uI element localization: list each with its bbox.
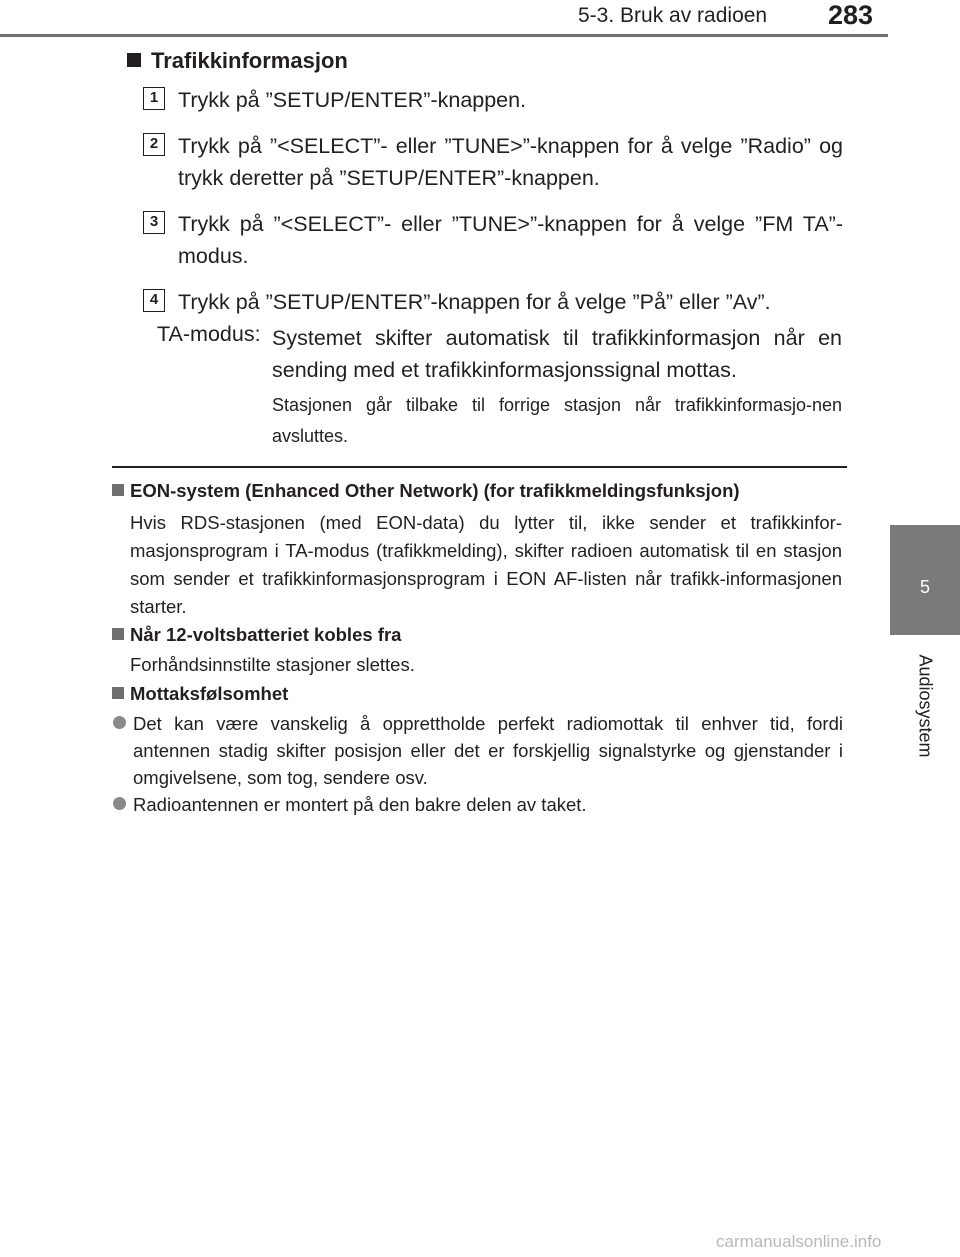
battery-heading — [112, 624, 401, 646]
ta-mode-term: TA-modus: — [157, 322, 261, 346]
battery-text: Forhåndsinnstilte stasjoner slettes. — [130, 654, 415, 675]
list-item-text: Radioantennen er montert på den bakre delen av taket. — [133, 794, 587, 815]
step-number: 1 — [143, 87, 165, 110]
section-heading-text: Trafikkinformasjon — [151, 48, 348, 73]
square-bullet-icon — [112, 628, 124, 640]
eon-heading-text: EON-system (Enhanced Other Network) (for trafikkmeldingsfunksjon) — [130, 480, 740, 501]
step-text: Trykk på ”<SELECT”- eller ”TUNE>”-knappen for å velge ”FM TA”-modus. — [178, 212, 843, 268]
square-bullet-icon — [112, 484, 124, 496]
square-bullet-icon — [127, 53, 141, 67]
eon-heading — [112, 480, 740, 502]
step-4 — [143, 286, 843, 318]
list-item — [113, 791, 843, 818]
list-item — [113, 710, 843, 791]
section-divider — [112, 466, 847, 468]
step-text: Trykk på ”SETUP/ENTER”-knappen. — [178, 88, 527, 112]
chapter-label: Audiosystem — [915, 654, 936, 758]
step-1 — [143, 84, 843, 116]
section-heading — [127, 48, 348, 74]
page-number: 283 — [828, 0, 874, 30]
chapter-number: 5 — [919, 577, 930, 597]
section-title: 5-3. Bruk av radioen — [578, 4, 768, 27]
square-bullet-icon — [112, 687, 124, 699]
step-number: 2 — [143, 133, 165, 156]
eon-text: Hvis RDS-stasjonen (med EON-data) du lytter til, ikke sender et trafikkinfor-masjonsprogram i TA-modus (trafikkmelding), skifter radioen automatisk til en stasjon som sender et trafikkinformasjonsprogram i EON AF-listen når trafikk-informasjonen starter. — [130, 512, 842, 617]
ta-mode-description: Systemet skifter automatisk til trafikkinformasjon når en sending med et trafikkinformasjonssignal mottas. — [272, 326, 842, 382]
step-2 — [143, 130, 843, 194]
watermark: carmanualsonline.info — [716, 1232, 882, 1251]
step-number: 4 — [143, 289, 165, 312]
list-item-text: Det kan være vanskelig å opprettholde perfekt radiomottak til enhver tid, fordi antennen stadig skifter posisjon eller det er forskjellig signalstyrke og gjenstander i omgivelsene, som tog, sendere osv. — [133, 713, 843, 788]
reception-heading-text: Mottaksfølsomhet — [130, 683, 289, 704]
step-3 — [143, 208, 843, 272]
chapter-tab — [890, 525, 960, 635]
step-text: Trykk på ”SETUP/ENTER”-knappen for å velge ”På” eller ”Av”. — [178, 290, 771, 314]
step-text: Trykk på ”<SELECT”- eller ”TUNE>”-knappen for å velge ”Radio” og trykk deretter på ”SETUP/ENTER”-knappen. — [178, 134, 843, 190]
ta-mode-note: Stasjonen går tilbake til forrige stasjon når trafikkinformasjo-nen avsluttes. — [272, 395, 842, 446]
battery-heading-text: Når 12-voltsbatteriet kobles fra — [130, 624, 402, 645]
bullet-dot-icon — [113, 716, 126, 729]
header-divider — [0, 34, 888, 37]
bullet-dot-icon — [113, 797, 126, 810]
reception-heading — [112, 683, 288, 705]
step-number: 3 — [143, 211, 165, 234]
